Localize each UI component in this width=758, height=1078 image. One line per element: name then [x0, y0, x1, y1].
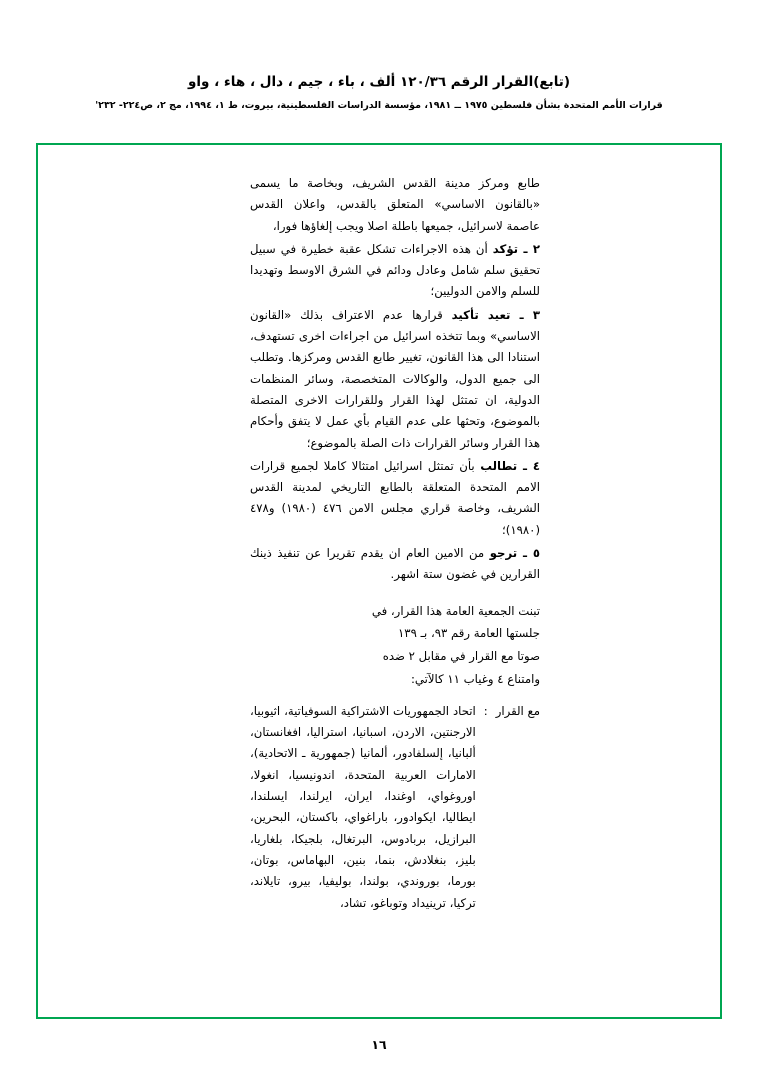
votes-in-favour-label: مع القرار	[495, 703, 540, 718]
votes-in-favour-block	[250, 701, 540, 914]
page-number: ١٦	[371, 1037, 387, 1052]
paragraph-2-lead: ٢ ـ تؤكد	[492, 241, 540, 256]
paragraph-3	[250, 305, 540, 454]
adoption-line-4: وامتناع ٤ وغياب ١١ كالآتي:	[410, 672, 540, 687]
paragraph-3-text: قرارها عدم الاعتراف بذلك «القانون الاساسي» وبما تتخذه اسرائيل من اجراءات اخرى تستهدف، استنادا الى هذا القانون، تغيير طابع القدس ومركزها. وتطلب الى جميع الدول، والوكالات المتخصصة، وسائر المنظمات الدولية، ان تمتثل لهذا القرار وللقرارات الاخرى المتصلة بالموضوع، وتحثها على عدم القيام بأي عمل لا يتفق وأحكام هذا القرار وسائر القرارات ذات الصلة بالموضوع؛	[250, 307, 540, 450]
page-header	[0, 72, 758, 114]
header-title: (تابع)القرار الرقم ١٢٠/٣٦ ألف ، باء ، جيم ، دال ، هاء ، واو	[187, 74, 571, 90]
paragraph-2	[250, 239, 540, 303]
votes-in-favour-list: اتحاد الجمهوريات الاشتراكية السوفياتية، اثيوبيا، الارجنتين، الاردن، اسبانيا، استراليا، افغانستان، ألبانيا، إلسلفادور، ألمانيا (جمهورية ـ الاتحادية)، الامارات العربية المتحدة، اندونيسيا، انغولا، اوروغواي، اوغندا، ايران، ايرلندا، ايسلندا، ايطاليا، ايكوادور، باراغواي، باكستان، البحرين، البرازيل، بربادوس، البرتغال، بلجيكا، بلغاريا، بليز، بنغلادش، بنما، بنين، البهاماس، بوتان، بورما، بوروندي، بولندا، بوليفيا، بيرو، تايلاند، تركيا، ترينيداد وتوباغو، تشاد،	[250, 703, 476, 910]
paragraph-2-text: أن هذه الاجراءات تشكل عقبة خطيرة في سبيل تحقيق سلم شامل وعادل ودائم في الشرق الاوسط وتهديدا للسلم والامن الدوليين؛	[250, 241, 540, 299]
adoption-line-1: تبنت الجمعية العامة هذا القرار، في	[371, 603, 540, 618]
adoption-block	[250, 600, 540, 691]
paragraph-4	[250, 456, 540, 541]
document-body	[250, 173, 540, 914]
adoption-line-3: صوتا مع القرار في مقابل ٢ ضده	[382, 649, 540, 664]
adoption-line-2: جلستها العامة رقم ٩٣، بـ ١٣٩	[398, 626, 540, 641]
paragraph-intro: طابع ومركز مدينة القدس الشريف، وبخاصة ما يسمى «بالقانون الاساسي» المتعلق بالقدس، واعلان القدس عاصمة لاسرائيل، جميعها باطلة اصلا ويجب إلغاؤها فورا،	[250, 176, 540, 233]
paragraph-4-lead: ٤ ـ تطالب	[480, 458, 540, 473]
paragraph-4-text: بأن تمتثل اسرائيل امتثالا كاملا لجميع قرارات الامم المتحدة المتعلقة بالطابع التاريخي لمدينة القدس الشريف، وخاصة قراري مجلس الامن ٤٧٦ (١٩٨٠) و٤٧٨ (١٩٨٠)؛	[250, 458, 541, 537]
green-border-frame	[36, 143, 722, 1019]
votes-colon: :	[483, 703, 488, 718]
header-source-citation: قرارات الأمم المتحدة بشأن فلسطين ١٩٧٥ ــ ١٩٨١، مؤسسة الدراسات الفلسطينية، بيروت، ط ١، ١٩٩٤، مج ٢، ص٢٢٤- ٢٣٢'	[95, 100, 663, 112]
paragraph-5-lead: ٥ ـ ترجو	[489, 546, 540, 561]
paragraph-5	[250, 543, 540, 586]
paragraph-5-text: من الامين العام ان يقدم تقريرا عن تنفيذ ذينك القرارين في غضون ستة اشهر.	[250, 546, 540, 582]
paragraph-3-lead: ٣ ـ تعيد تأكيد	[451, 307, 540, 322]
